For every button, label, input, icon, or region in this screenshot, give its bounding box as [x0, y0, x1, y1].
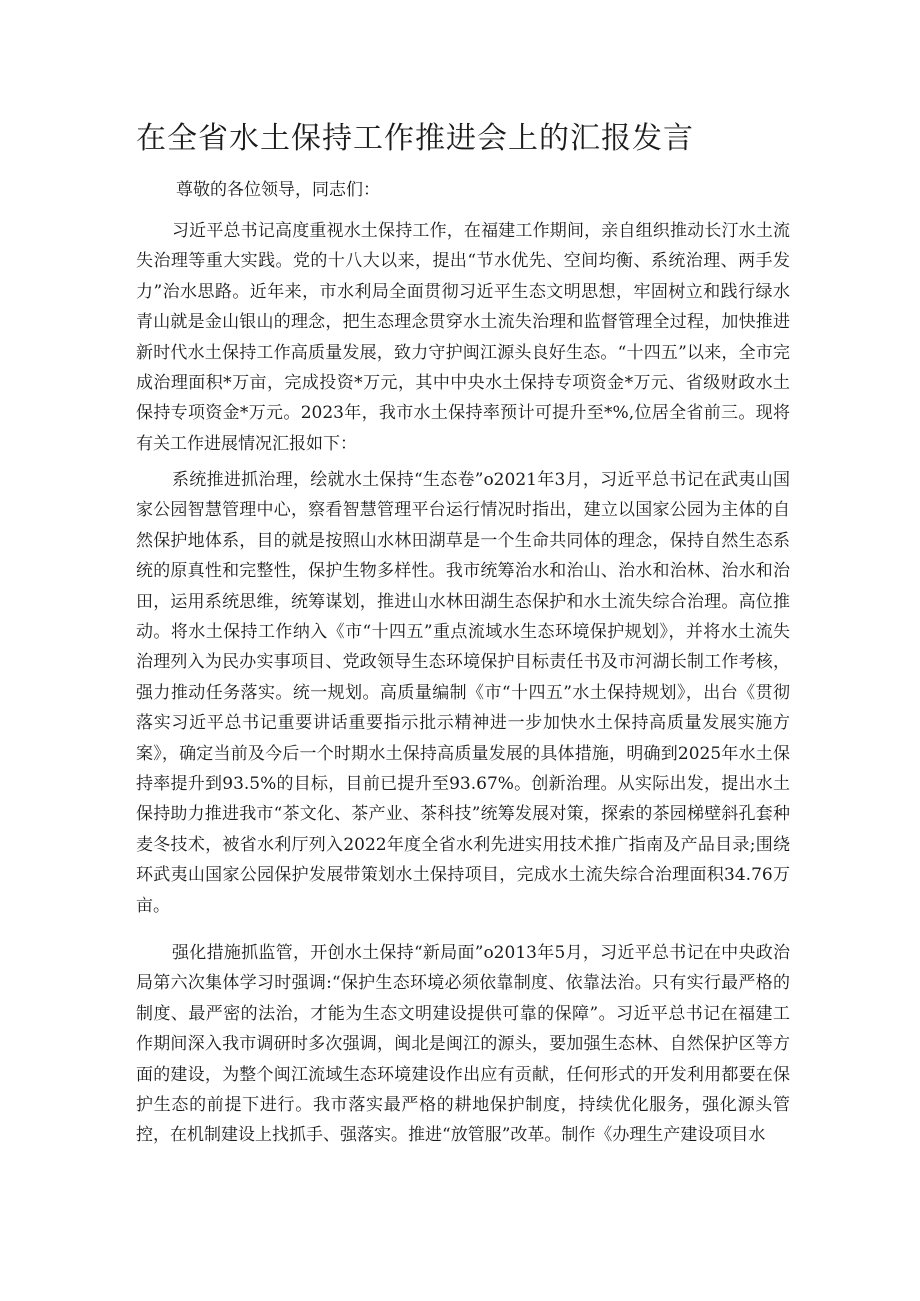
salutation: 尊敬的各位领导，同志们： — [176, 180, 380, 200]
paragraph-governance: 系统推进抓治理，绘就水土保持“生态卷”o2021年3月，习近平总书记在武夷山国家公园智慧管理中心，察看智慧管理平台运行情况时指出，建立以国家公园为主体的自然保护地体系，目的就是按照山水林田湖草是一个生命共同体的理念，保持自然生态系统的原真性和完整性，保护生物多样性。我市统筹治水和治山、治水和治林、治水和治田，运用系统思维，统筹谋划，推进山水林田湖生态保护和水土流失综合治理。高位推动。将水土保持工作纳入《市“十四五”重点流域水生态环境保护规划》，并将水土流失治理列入为民办实事项目、党政领导生态环境保护目标责任书及市河湖长制工作考核，强力推动任务落实。统一规划。高质量编制《市“十四五”水土保持规划》，出台《贯彻落实习近平总书记重要讲话重要指示批示精神进一步加快水土保持高质量发展实施方案》，确定当前及今后一个时期水土保持高质量发展的具体措施，明确到2025年水土保持率提升到93.5%的目标，目前已提升至93.67%。创新治理。从实际出发，提出水土保持助力推进我市“茶文化、茶产业、茶科技”统筹发展对策，探索的茶园梯壁斜孔套种麦冬技术，被省水利厅列入2022年度全省水利先进实用技术推广指南及产品目录;围绕环武夷山国家公园保护发展带策划水土保持项目，完成水土流失综合治理面积34.76万亩。 — [136, 470, 790, 916]
document-title: 在全省水土保持工作推进会上的汇报发言 — [136, 121, 694, 156]
paragraph-intro: 习近平总书记高度重视水土保持工作，在福建工作期间，亲自组织推动长汀水土流失治理等重大实践。党的十八大以来，提出“节水优先、空间均衡、系统治理、两手发力”治水思路。近年来，市水利局全面贯彻习近平生态文明思想，牢固树立和践行绿水青山就是金山银山的理念，把生态理念贯穿水土流失治理和监督管理全过程，加快推进新时代水土保持工作高质量发展，致力守护闽江源头良好生态。“十四五”以来，全市完成治理面积*万亩，完成投资*万元，其中中央水土保持专项资金*万元、省级财政水土保持专项资金*万元。2023年，我市水土保持率预计可提升至*%,位居全省前三。现将有关工作进展情况汇报如下： — [136, 221, 790, 454]
paragraph-supervision: 强化措施抓监管，开创水土保持“新局面”o2013年5月，习近平总书记在中央政治局第六次集体学习时强调:“保护生态环境必须依靠制度、依靠法治。只有实行最严格的制度、最严密的法治，才能为生态文明建设提供可靠的保障”。习近平总书记在福建工作期间深入我市调研时多次强调，闽北是闽江的源头，要加强生态林、自然保护区等方面的建设，为整个闽江流域生态环境建设作出应有贡献，任何形式的开发利用都要在保护生态的前提下进行。我市落实最严格的耕地保护制度，持续优化服务，强化源头管控，在机制建设上找抓手、强落实。推进“放管服”改革。制作《办理生产建设项目水 — [136, 943, 790, 1146]
